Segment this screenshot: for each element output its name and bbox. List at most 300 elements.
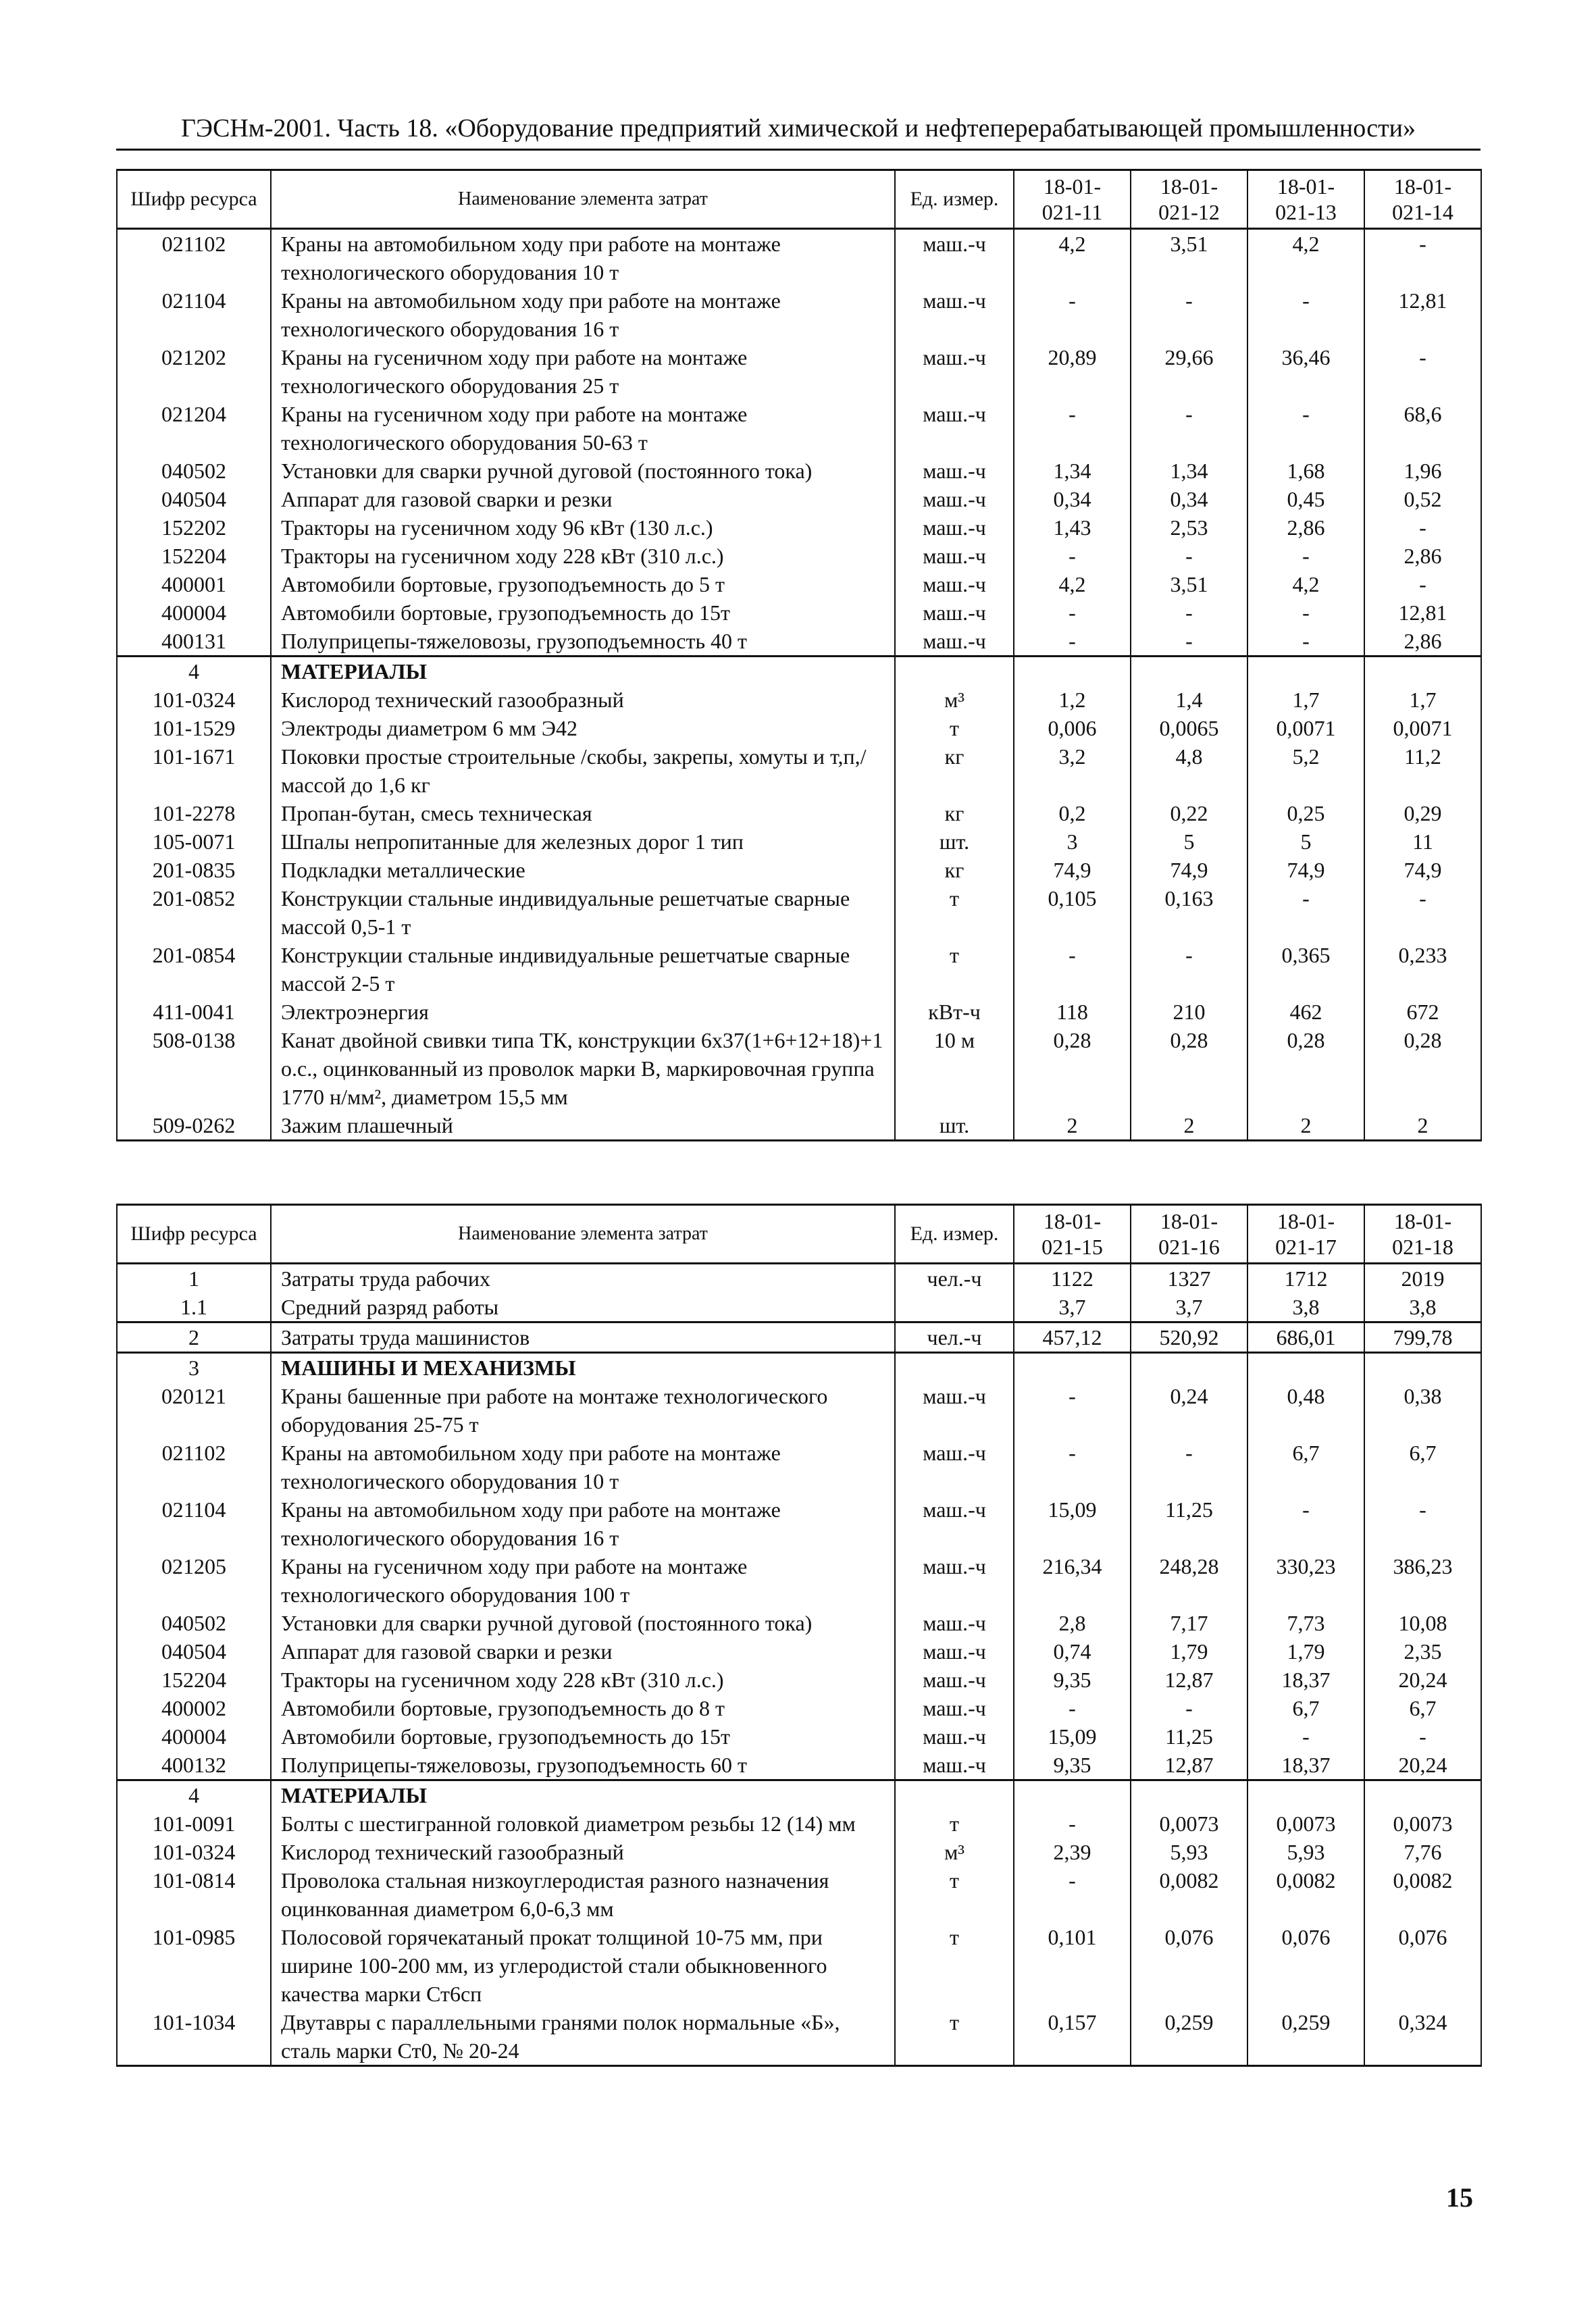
unit-cell [895,1353,1014,1383]
value-cell: - [1247,884,1364,941]
value-cell: 0,259 [1131,2008,1247,2066]
value-cell: 248,28 [1131,1552,1247,1609]
value-cell: 6,7 [1364,1439,1481,1495]
resource-name-cell: Подкладки металлические [271,856,895,884]
resource-code-cell: 021104 [117,286,271,343]
table-row [117,1694,1481,1722]
value-cell: 1,68 [1247,457,1364,485]
column-header-unit: Ед. измер. [895,1205,1014,1264]
resource-code-cell: 101-2278 [117,799,271,827]
value-cell: 0,076 [1131,1923,1247,2008]
value-cell: 7,17 [1131,1609,1247,1637]
table-row [117,1751,1481,1780]
table-row [117,1264,1481,1293]
unit-cell: м³ [895,686,1014,714]
resource-code-cell: 201-0835 [117,856,271,884]
value-cell: 2,39 [1014,1838,1131,1866]
resource-code-cell: 040502 [117,1609,271,1637]
value-cell: 7,73 [1247,1609,1364,1637]
resource-code-cell: 021204 [117,400,271,457]
resource-name-cell: Полуприцепы-тяжеловозы, грузоподъемность 40 т [271,627,895,657]
unit-cell: маш.-ч [895,286,1014,343]
resource-code-cell: 201-0854 [117,941,271,998]
value-cell: 15,09 [1014,1722,1131,1751]
value-cell: 11 [1364,827,1481,856]
resource-code-cell: 020121 [117,1382,271,1439]
resource-code-cell: 152204 [117,1666,271,1694]
column-header-norm: 18-01-021-18 [1364,1205,1481,1264]
value-cell: 5 [1247,827,1364,856]
resource-name-cell: Зажим плашечный [271,1111,895,1141]
unit-cell: маш.-ч [895,513,1014,542]
resource-name-cell: Аппарат для газовой сварки и резки [271,1637,895,1666]
resource-code-cell: 508-0138 [117,1026,271,1111]
resource-name-cell: Двутавры с параллельными гранями полок нормальные «Б», сталь марки Ст0, № 20-24 [271,2008,895,2066]
value-cell [1247,657,1364,686]
table-row [117,513,1481,542]
value-cell [1014,1353,1131,1383]
value-cell: 0,076 [1364,1923,1481,2008]
unit-cell: шт. [895,1111,1014,1141]
value-cell: 2 [1131,1111,1247,1141]
resource-code-cell: 509-0262 [117,1111,271,1141]
section-title: МАШИНЫ И МЕХАНИЗМЫ [271,1353,895,1383]
value-cell: 1,34 [1131,457,1247,485]
value-cell: 2,86 [1247,513,1364,542]
unit-cell: маш.-ч [895,1439,1014,1495]
value-cell: 1712 [1247,1264,1364,1293]
value-cell: 3,7 [1014,1293,1131,1322]
value-cell: 2,8 [1014,1609,1131,1637]
resource-name-cell: Затраты труда рабочих [271,1264,895,1293]
value-cell: 11,25 [1131,1722,1247,1751]
resource-code-cell: 152202 [117,513,271,542]
value-cell: 1,79 [1131,1637,1247,1666]
value-cell: - [1247,627,1364,657]
resource-code-cell: 021202 [117,343,271,400]
table-row [117,1666,1481,1694]
table-row [117,1026,1481,1111]
value-cell: 210 [1131,998,1247,1026]
resource-code-cell: 400132 [117,1751,271,1780]
resource-name-cell: Краны на автомобильном ходу при работе на монтаже технологического оборудования 16 т [271,1495,895,1552]
resource-name-cell: Затраты труда машинистов [271,1322,895,1353]
value-cell: 0,0071 [1364,714,1481,742]
table-row [117,799,1481,827]
resource-name-cell: Краны башенные при работе на монтаже технологического оборудования 25-75 т [271,1382,895,1439]
resource-name-cell: Краны на автомобильном ходу при работе на монтаже технологического оборудования 16 т [271,286,895,343]
resource-code-cell: 400004 [117,598,271,627]
value-cell: 0,28 [1131,1026,1247,1111]
resource-name-cell: Автомобили бортовые, грузоподъемность до 15т [271,598,895,627]
value-cell: 2,86 [1364,542,1481,570]
unit-cell: маш.-ч [895,343,1014,400]
value-cell: 10,08 [1364,1609,1481,1637]
unit-cell: чел.-ч [895,1264,1014,1293]
value-cell: 5 [1131,827,1247,856]
value-cell: 20,24 [1364,1666,1481,1694]
value-cell: 12,81 [1364,598,1481,627]
column-header-norm: 18-01-021-16 [1131,1205,1247,1264]
value-cell: 0,24 [1131,1382,1247,1439]
table-row [117,570,1481,598]
value-cell: 9,35 [1014,1751,1131,1780]
value-cell: 5,93 [1131,1838,1247,1866]
unit-cell: маш.-ч [895,1382,1014,1439]
value-cell: 5,2 [1247,742,1364,799]
resource-name-cell: Краны на автомобильном ходу при работе на монтаже технологического оборудования 10 т [271,1439,895,1495]
value-cell: 0,28 [1364,1026,1481,1111]
value-cell: 457,12 [1014,1322,1131,1353]
value-cell: 799,78 [1364,1322,1481,1353]
value-cell: 0,25 [1247,799,1364,827]
value-cell: - [1014,1809,1131,1838]
value-cell: 1,43 [1014,513,1131,542]
resource-code-cell: 101-0091 [117,1809,271,1838]
resource-code-cell: 040502 [117,457,271,485]
resource-code-cell: 101-1671 [117,742,271,799]
value-cell: 0,45 [1247,485,1364,513]
table-row [117,627,1481,657]
column-header-code: Шифр ресурса [117,1205,271,1264]
resource-code-cell: 2 [117,1322,271,1353]
resource-name-cell: Канат двойной свивки типа ТК, конструкции 6х37(1+6+12+18)+1 о.с., оцинкованный из проволок марки В, маркировочная группа 1770 н/мм², диаметром 15,5 мм [271,1026,895,1111]
unit-cell: маш.-ч [895,1552,1014,1609]
table-row [117,1382,1481,1439]
value-cell: - [1364,1722,1481,1751]
unit-cell: маш.-ч [895,400,1014,457]
value-cell: 29,66 [1131,343,1247,400]
value-cell: 4,2 [1247,229,1364,287]
resource-code-cell: 1 [117,1264,271,1293]
value-cell: 462 [1247,998,1364,1026]
value-cell [1014,657,1131,686]
value-cell: 3,8 [1364,1293,1481,1322]
value-cell: - [1014,627,1131,657]
unit-cell: т [895,884,1014,941]
unit-cell: т [895,1866,1014,1923]
value-cell: - [1247,1722,1364,1751]
value-cell: 3 [1014,827,1131,856]
resource-name-cell: Кислород технический газообразный [271,686,895,714]
value-cell: - [1364,229,1481,287]
value-cell: 11,25 [1131,1495,1247,1552]
value-cell: 1,4 [1131,686,1247,714]
value-cell: - [1131,1439,1247,1495]
value-cell: 3,2 [1014,742,1131,799]
unit-cell: маш.-ч [895,1495,1014,1552]
value-cell: 4,8 [1131,742,1247,799]
resource-name-cell: Краны на гусеничном ходу при работе на монтаже технологического оборудования 50-63 т [271,400,895,457]
value-cell: 1,96 [1364,457,1481,485]
resource-name-cell: Шпалы непропитанные для железных дорог 1 тип [271,827,895,856]
value-cell: 0,0065 [1131,714,1247,742]
value-cell: - [1131,941,1247,998]
resource-code-cell: 400004 [117,1722,271,1751]
value-cell: 1327 [1131,1264,1247,1293]
resource-name-cell: Поковки простые строительные /скобы, закрепы, хомуты и т,п,/ массой до 1,6 кг [271,742,895,799]
resource-name-cell: Установки для сварки ручной дуговой (постоянного тока) [271,1609,895,1637]
value-cell: - [1364,1495,1481,1552]
table-header-row [117,170,1481,229]
value-cell: 0,076 [1247,1923,1364,2008]
value-cell: 18,37 [1247,1666,1364,1694]
value-cell: - [1131,286,1247,343]
table-row [117,2008,1481,2066]
value-cell: - [1364,884,1481,941]
table-row [117,686,1481,714]
value-cell: 18,37 [1247,1751,1364,1780]
value-cell: 0,0082 [1131,1866,1247,1923]
value-cell: 74,9 [1247,856,1364,884]
resource-code-cell: 3 [117,1353,271,1383]
unit-cell [895,1293,1014,1322]
unit-cell: кг [895,799,1014,827]
table-row [117,1838,1481,1866]
value-cell: - [1014,1382,1131,1439]
resource-name-cell: Электроды диаметром 6 мм Э42 [271,714,895,742]
value-cell: 0,163 [1131,884,1247,941]
unit-cell: 10 м [895,1026,1014,1111]
value-cell: 1,7 [1247,686,1364,714]
unit-cell: кг [895,742,1014,799]
column-header-norm: 18-01-021-11 [1014,170,1131,229]
table-row [117,1809,1481,1838]
resource-code-cell: 152204 [117,542,271,570]
unit-cell: т [895,714,1014,742]
value-cell: - [1131,542,1247,570]
value-cell: 386,23 [1364,1552,1481,1609]
resource-code-cell: 101-0324 [117,1838,271,1866]
resource-name-cell: Установки для сварки ручной дуговой (постоянного тока) [271,457,895,485]
resource-name-cell: Краны на гусеничном ходу при работе на монтаже технологического оборудования 100 т [271,1552,895,1609]
value-cell: 0,233 [1364,941,1481,998]
unit-cell: маш.-ч [895,1722,1014,1751]
value-cell: 2,35 [1364,1637,1481,1666]
value-cell [1364,657,1481,686]
value-cell: 0,324 [1364,2008,1481,2066]
table-row [117,827,1481,856]
page-header: ГЭСНм-2001. Часть 18. «Оборудование предприятий химической и нефтеперерабатывающей промышленности» [116,113,1481,151]
value-cell [1131,1780,1247,1810]
value-cell: 2,53 [1131,513,1247,542]
value-cell: 11,2 [1364,742,1481,799]
table-row [117,714,1481,742]
column-header-norm: 18-01-021-15 [1014,1205,1131,1264]
value-cell: 1122 [1014,1264,1131,1293]
table-row [117,229,1481,287]
value-cell: 216,34 [1014,1552,1131,1609]
table-row [117,742,1481,799]
table-row [117,400,1481,457]
table-row [117,1322,1481,1353]
value-cell: 1,2 [1014,686,1131,714]
value-cell [1131,1353,1247,1383]
resource-code-cell: 411-0041 [117,998,271,1026]
value-cell: 20,24 [1364,1751,1481,1780]
value-cell: 0,0082 [1247,1866,1364,1923]
resource-name-cell: Средний разряд работы [271,1293,895,1322]
resource-name-cell: Автомобили бортовые, грузоподъемность до 8 т [271,1694,895,1722]
resource-code-cell: 1.1 [117,1293,271,1322]
resource-code-cell: 101-0814 [117,1866,271,1923]
table-row [117,1495,1481,1552]
resource-code-cell: 4 [117,657,271,686]
value-cell: - [1131,1694,1247,1722]
resource-name-cell: Автомобили бортовые, грузоподъемность до 15т [271,1722,895,1751]
resource-name-cell: Электроэнергия [271,998,895,1026]
value-cell: 520,92 [1131,1322,1247,1353]
value-cell: 74,9 [1014,856,1131,884]
section-row [117,1353,1481,1383]
unit-cell: т [895,1923,1014,2008]
unit-cell: т [895,1809,1014,1838]
unit-cell: чел.-ч [895,1322,1014,1353]
resource-name-cell: Тракторы на гусеничном ходу 96 кВт (130 л.с.) [271,513,895,542]
unit-cell: маш.-ч [895,627,1014,657]
value-cell: - [1014,1866,1131,1923]
unit-cell: маш.-ч [895,598,1014,627]
value-cell: - [1364,343,1481,400]
value-cell: 1,7 [1364,686,1481,714]
resource-code-cell: 040504 [117,1637,271,1666]
value-cell: 4,2 [1014,570,1131,598]
column-header-name: Наименование элемента затрат [271,170,895,229]
value-cell: - [1131,627,1247,657]
table-row [117,457,1481,485]
value-cell: 4,2 [1014,229,1131,287]
value-cell: 0,29 [1364,799,1481,827]
value-cell: - [1247,400,1364,457]
resource-code-cell: 201-0852 [117,884,271,941]
value-cell: - [1131,598,1247,627]
table-row [117,1637,1481,1666]
value-cell: 2 [1014,1111,1131,1141]
value-cell: 6,7 [1247,1439,1364,1495]
resource-code-cell: 101-1034 [117,2008,271,2066]
value-cell: 36,46 [1247,343,1364,400]
resource-name-cell: Тракторы на гусеничном ходу 228 кВт (310 л.с.) [271,1666,895,1694]
value-cell [1364,1353,1481,1383]
unit-cell: кВт-ч [895,998,1014,1026]
unit-cell: маш.-ч [895,1751,1014,1780]
column-header-norm: 18-01-021-13 [1247,170,1364,229]
table-row [117,343,1481,400]
table-row [117,598,1481,627]
value-cell: - [1014,1694,1131,1722]
table-row [117,1293,1481,1322]
resource-code-cell: 101-0985 [117,1923,271,2008]
resource-name-cell: Проволока стальная низкоуглеродистая разного назначения оцинкованная диаметром 6,0-6,3 мм [271,1866,895,1923]
value-cell: - [1014,542,1131,570]
value-cell: 118 [1014,998,1131,1026]
value-cell: 0,0082 [1364,1866,1481,1923]
resource-code-cell: 4 [117,1780,271,1810]
column-header-code: Шифр ресурса [117,170,271,229]
value-cell: 2 [1247,1111,1364,1141]
value-cell: - [1364,513,1481,542]
value-cell: 1,34 [1014,457,1131,485]
table-row [117,1923,1481,2008]
column-header-norm: 18-01-021-17 [1247,1205,1364,1264]
resource-code-cell: 400002 [117,1694,271,1722]
value-cell: - [1014,941,1131,998]
resource-code-cell: 101-0324 [117,686,271,714]
resource-code-cell: 400001 [117,570,271,598]
table-row [117,1552,1481,1609]
resource-name-cell: Краны на автомобильном ходу при работе на монтаже технологического оборудования 10 т [271,229,895,287]
section-title: МАТЕРИАЛЫ [271,1780,895,1810]
resource-name-cell: Пропан-бутан, смесь техническая [271,799,895,827]
unit-cell [895,657,1014,686]
value-cell: 20,89 [1014,343,1131,400]
value-cell: - [1247,598,1364,627]
value-cell: 74,9 [1131,856,1247,884]
value-cell: 0,52 [1364,485,1481,513]
resource-table-1 [116,169,1482,1141]
resource-name-cell: Кислород технический газообразный [271,1838,895,1866]
unit-cell: маш.-ч [895,485,1014,513]
value-cell [1131,657,1247,686]
resource-code-cell: 021102 [117,1439,271,1495]
resource-name-cell: Конструкции стальные индивидуальные решетчатые сварные массой 0,5-1 т [271,884,895,941]
resource-name-cell: Конструкции стальные индивидуальные решетчатые сварные массой 2-5 т [271,941,895,998]
value-cell: 15,09 [1014,1495,1131,1552]
resource-code-cell: 021104 [117,1495,271,1552]
unit-cell: т [895,2008,1014,2066]
value-cell: 3,51 [1131,570,1247,598]
value-cell: 6,7 [1364,1694,1481,1722]
value-cell: 6,7 [1247,1694,1364,1722]
resource-name-cell: Тракторы на гусеничном ходу 228 кВт (310 л.с.) [271,542,895,570]
resource-code-cell: 021102 [117,229,271,287]
section-row [117,1780,1481,1810]
unit-cell: маш.-ч [895,229,1014,287]
value-cell: 9,35 [1014,1666,1131,1694]
value-cell: 0,0071 [1247,714,1364,742]
resource-code-cell: 040504 [117,485,271,513]
unit-cell: кг [895,856,1014,884]
value-cell: 0,006 [1014,714,1131,742]
table-row [117,1439,1481,1495]
section-row [117,657,1481,686]
value-cell: - [1247,1495,1364,1552]
value-cell: 2,86 [1364,627,1481,657]
value-cell: 0,0073 [1131,1809,1247,1838]
resource-table-2 [116,1204,1482,2067]
value-cell: - [1247,542,1364,570]
column-header-norm: 18-01-021-14 [1364,170,1481,229]
value-cell: 0,28 [1014,1026,1131,1111]
unit-cell: маш.-ч [895,542,1014,570]
value-cell [1014,1780,1131,1810]
value-cell: 0,74 [1014,1637,1131,1666]
value-cell: 0,34 [1014,485,1131,513]
value-cell: 3,51 [1131,229,1247,287]
unit-cell: маш.-ч [895,457,1014,485]
table-row [117,1866,1481,1923]
value-cell: 0,0073 [1364,1809,1481,1838]
value-cell: 0,259 [1247,2008,1364,2066]
unit-cell: т [895,941,1014,998]
value-cell: 0,22 [1131,799,1247,827]
table-row [117,1722,1481,1751]
value-cell: 2 [1364,1111,1481,1141]
resource-code-cell: 400131 [117,627,271,657]
resource-name-cell: Краны на гусеничном ходу при работе на монтаже технологического оборудования 25 т [271,343,895,400]
value-cell: 0,28 [1247,1026,1364,1111]
value-cell: 686,01 [1247,1322,1364,1353]
